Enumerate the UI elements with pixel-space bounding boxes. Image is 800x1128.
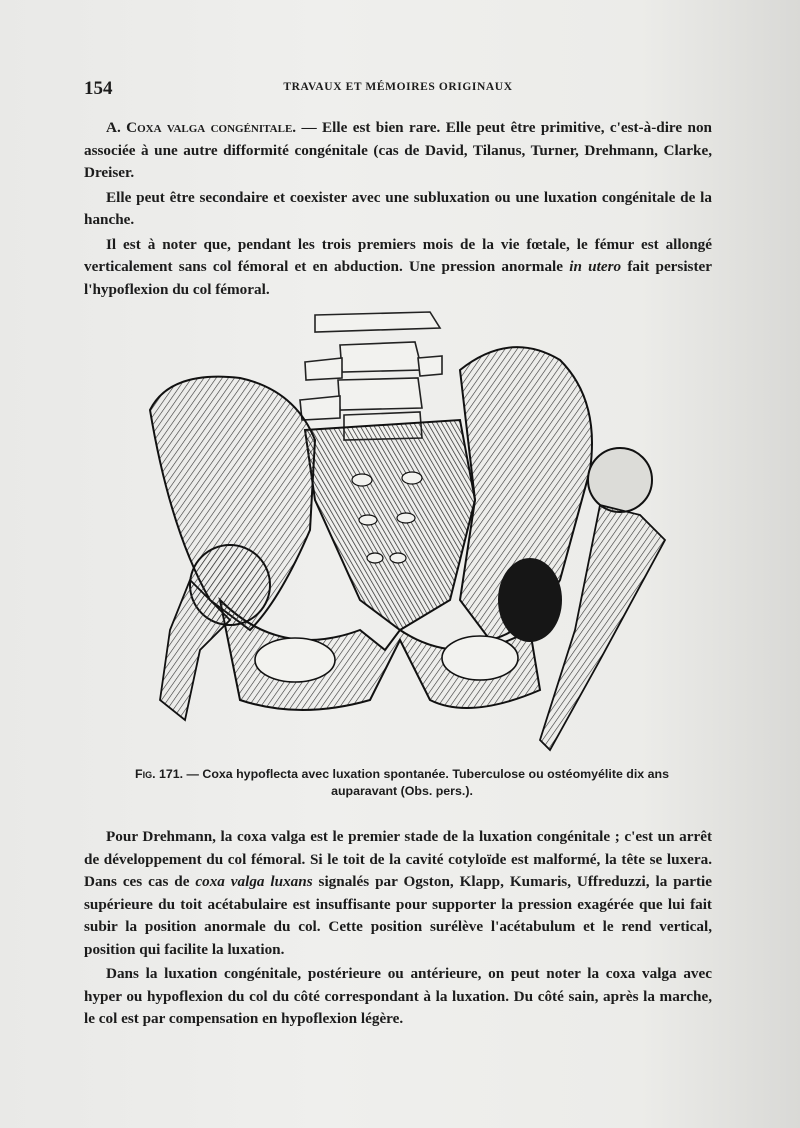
running-title: TRAVAUX ET MÉMOIRES ORIGINAUX bbox=[283, 81, 513, 93]
paragraph-text: Il est à noter que, pendant les trois premiers mois de la vie fœtale, le fémur est allongé verticalement sans col fémoral et en abduction. Une pression anormale bbox=[84, 235, 712, 275]
page-header bbox=[84, 78, 712, 100]
paragraph-luxation bbox=[84, 963, 712, 1031]
paragraph-text: Pour Drehmann, la coxa valga est le premier stade de la luxation congénitale ; c'est un arrêt de développement du col fémoral. Si le toit de la cavité cotyloïde est malformé, la tête se luxera. Dans ces cas de bbox=[84, 828, 712, 890]
paragraph-fetal bbox=[84, 234, 712, 302]
lumbar-vertebrae bbox=[300, 312, 442, 440]
italic-term: coxa valga luxans bbox=[195, 873, 313, 890]
paragraph-text: signalés par Ogston, Klapp, Kumaris, Uffreduzzi, la partie supérieure du toit acétabulaire est insuffisante pour supporter la pression exagérée que lui fait subir la position anormale du col. Cette position surélève l'acétabulum et le rend vertical, position qui facilite la luxation. bbox=[84, 873, 712, 958]
sacrum bbox=[305, 420, 475, 630]
paragraph-text: Dans la luxation congénitale, postérieure ou antérieure, on peut noter la coxa valga avec hyper ou hypoflexion du col du côté correspondant à la luxation. Du côté sain, après la marche, le col est par compensation en hypoflexion légère. bbox=[84, 965, 712, 1027]
figure-caption bbox=[132, 766, 672, 800]
paragraph-coxa-valga-intro bbox=[84, 117, 712, 185]
paragraph-text: fait persister l'hypoflexion du col fémoral. bbox=[84, 258, 713, 298]
paragraph-text: Elle peut être secondaire et coexister avec une subluxation ou une luxation congénitale de la hanche. bbox=[84, 188, 712, 228]
paragraph-text: — Elle est bien rare. Elle peut être primitive, c'est-à-dire non associée à une autre difformité congénitale (cas de David, Tilanus, Turner, Drehmann, Clarke, Dreiser. bbox=[84, 119, 712, 181]
section-heading: A. Coxa valga congénitale. bbox=[106, 119, 297, 136]
paragraph-secondary bbox=[84, 187, 712, 232]
paragraph-drehmann bbox=[84, 826, 712, 961]
top-text-block bbox=[84, 117, 712, 301]
figure-label: Fig. 171. bbox=[135, 767, 184, 781]
right-femoral-head bbox=[588, 448, 652, 512]
page-number: 154 bbox=[84, 78, 113, 99]
bottom-text-block bbox=[84, 826, 712, 1031]
caption-text: — Coxa hypoflecta avec luxation spontanée. Tuberculose ou ostéomyélite dix ans auparavant (Obs. pers.). bbox=[183, 767, 669, 798]
pelvis-illustration bbox=[130, 300, 680, 755]
pelvis-engraving-icon bbox=[130, 300, 680, 755]
italic-term: in utero bbox=[569, 258, 622, 275]
